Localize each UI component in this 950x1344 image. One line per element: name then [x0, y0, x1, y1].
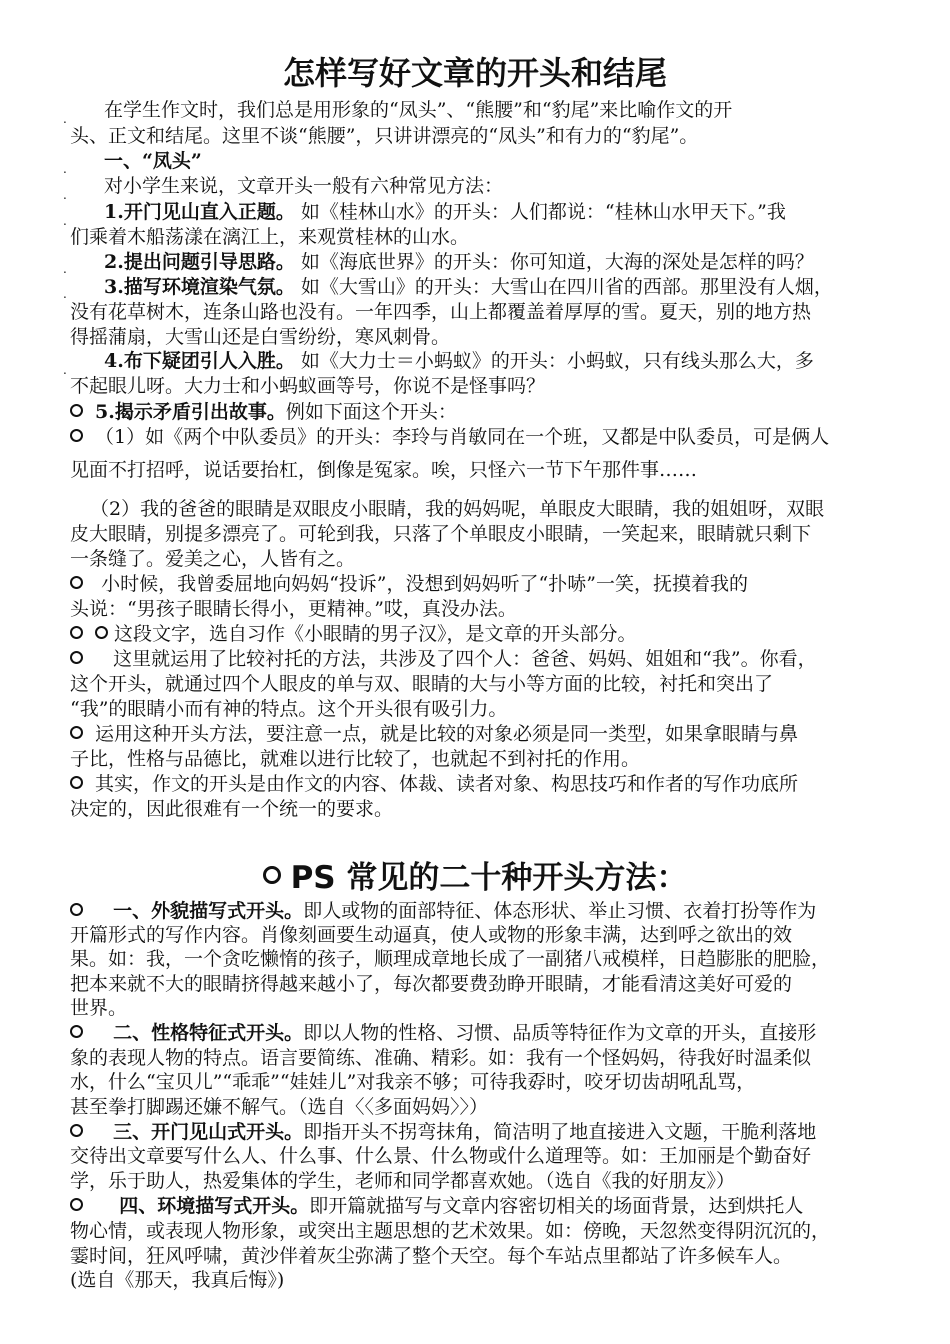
paragraph-line: 果。如：我，一个贪吃懒惰的孩子，顺理成章地长成了一副猪八戒模样，日趋膨胀的肥脸，	[70, 948, 831, 970]
paragraph-line: 3.描写环境渲染气氛。 如《大雪山》的开头：大雪山在四川省的西部。那里没有人烟，	[104, 276, 833, 298]
paragraph-line: 不起眼儿呀。大力士和小蚂蚁画等号，你说不是怪事吗？	[70, 375, 546, 397]
paragraph-line: 5.揭示矛盾引出故事。例如下面这个开头：	[70, 400, 457, 425]
paragraph-line: 世界。	[70, 997, 128, 1019]
paragraph-line: 一条缝了。爱美之心，人皆有之。	[70, 548, 356, 570]
paragraph-line: （2）我的爸爸的眼睛是双眼皮小眼睛，我的妈妈呢，单眼皮大眼睛，我的姐姐呀，双眼	[90, 498, 825, 520]
paragraph-line: 2.提出问题引导思路。 如《海底世界》的开头：你可知道，大海的深处是怎样的吗？	[104, 251, 814, 273]
method-title: 一、外貌描写式开头。	[113, 900, 304, 922]
circle-bullet-icon	[70, 1198, 83, 1211]
method-title: 4.布下疑团引人入胜。	[104, 350, 295, 372]
paragraph-line: 其实，作文的开头是由作文的内容、体裁、读者对象、构思技巧和作者的写作功底所	[70, 772, 798, 797]
circle-bullet-icon	[70, 651, 83, 664]
paragraph-line: 开篇形式的写作内容。肖像刻画要生动逼真，使人或物的形象丰满，达到呼之欲出的效	[70, 924, 793, 946]
paragraph-line: 没有花草树木，连条山路也没有。一年四季，山上都覆盖着厚厚的雪。夏天，别的地方热	[70, 301, 812, 323]
method-title: 三、开门见山式开头。	[113, 1121, 304, 1143]
paragraph-line: 皮大眼睛，别提多漂亮了。可轮到我，只落了个单眼皮小眼睛，一笑起来，眼睛就只剩下	[70, 523, 812, 545]
circle-bullet-icon	[70, 776, 83, 789]
circle-bullet-icon	[263, 866, 281, 884]
method-title: 四、环境描写式开头。	[119, 1195, 310, 1217]
paragraph-line: 甚至拳打脚踢还嫌不解气。（选自〈〈多面妈妈〉〉）	[70, 1096, 489, 1118]
circle-bullet-icon	[70, 726, 83, 739]
paragraph-line: 这里就运用了比较衬托的方法，共涉及了四个人：爸爸、妈妈、姐姐和“我”。你看，	[70, 647, 817, 672]
circle-bullet-icon	[70, 626, 83, 639]
paragraph-line: 4.布下疑团引人入胜。 如《大力士＝小蚂蚁》的开头：小蚂蚁，只有线头那么大，多	[104, 350, 814, 372]
paragraph-line: 学，乐于助人，热爱集体的学生，老师和同学都喜欢她。（选自《我的好朋友》）	[70, 1170, 736, 1192]
paragraph-line: 这段文字，选自习作《小眼睛的男子汉》，是文章的开头部分。	[70, 622, 637, 647]
document-title: 怎样写好文章的开头和结尾	[282, 54, 667, 92]
paragraph-line: 子比，性格与品德比，就难以进行比较了，也就起不到衬托的作用。	[70, 748, 641, 770]
paragraph-line: 在学生作文时，我们总是用形象的“凤头”、“熊腰”和“豹尾”来比喻作文的开	[104, 99, 733, 121]
paragraph-line: (选自《那天，我真后悔》)	[70, 1269, 285, 1291]
paragraph-line: 二、性格特征式开头。即以人物的性格、习惯、品质等特征作为文章的开头，直接形	[70, 1021, 816, 1046]
paragraph-line: 把本来就不大的眼睛挤得越来越小了，每次都要费劲睁开眼睛，才能看清这美好可爱的	[70, 973, 793, 995]
paragraph-line: 决定的，因此很难有一个统一的要求。	[70, 798, 394, 820]
paragraph-line: 四、环境描写式开头。即开篇就描写与文章内容密切相关的场面背景，达到烘托人	[70, 1194, 803, 1219]
paragraph-line: 们乘着木船荡漾在漓江上，来观赏桂林的山水。	[70, 226, 470, 248]
bullet-dot: .	[63, 363, 67, 377]
method-title: 1.开门见山直入正题。	[104, 201, 295, 223]
bullet-dot: .	[63, 214, 67, 228]
method-title: 5.揭示矛盾引出故事。	[95, 401, 286, 423]
paragraph-line: 得摇蒲扇，大雪山还是白雪纷纷，寒风刺骨。	[70, 326, 451, 348]
paragraph-line: 水，什么“宝贝儿”“乖乖”“娃娃儿”对我亲不够；可待我孬时，咬牙切齿胡吼乱骂，	[70, 1071, 756, 1093]
paragraph-line: 这个开头，就通过四个人眼皮的单与双、眼睛的大与小等方面的比较，衬托和突出了	[70, 673, 774, 695]
circle-bullet-icon	[70, 429, 83, 442]
paragraph-line: 见面不打招呼，说话要抬杠，倒像是冤家。唉，只怪六一节下午那件事……	[70, 459, 698, 481]
paragraph-line: 象的表现人物的特点。语言要简练、准确、精彩。如：我有一个怪妈妈，待我好时温柔似	[70, 1047, 812, 1069]
paragraph-line: “我”的眼睛小而有神的特点。这个开头很有吸引力。	[70, 698, 508, 720]
paragraph-line: 交待出文章要写什么人、什么事、什么景、什么物或什么道理等。如：王加丽是个勤奋好	[70, 1145, 812, 1167]
method-title: 2.提出问题引导思路。	[104, 251, 295, 273]
section-title: PS 常见的二十种开头方法：	[0, 852, 950, 897]
paragraph-line: 三、开门见山式开头。即指开头不拐弯抹角，简洁明了地直接进入文题，干脆利落地	[70, 1120, 816, 1145]
paragraph-line: 一、外貌描写式开头。即人或物的面部特征、体态形状、举止习惯、衣着打扮等作为	[70, 899, 816, 924]
section-heading: 一、“凤头”	[104, 150, 202, 172]
bullet-dot: .	[63, 112, 67, 126]
circle-bullet-icon	[95, 626, 108, 639]
paragraph-line: 小时候，我曾委屈地向妈妈“投诉”，没想到妈妈听了“扑哧”一笑，抚摸着我的	[70, 572, 748, 597]
circle-bullet-icon	[70, 404, 83, 417]
circle-bullet-icon	[70, 903, 83, 916]
circle-bullet-icon	[70, 1124, 83, 1137]
bullet-dot: .	[63, 188, 67, 202]
bullet-dot: .	[63, 262, 67, 276]
circle-bullet-icon	[70, 1025, 83, 1038]
method-title: 3.描写环境渲染气氛。	[104, 276, 295, 298]
paragraph-line: 运用这种开头方法，要注意一点，就是比较的对象必须是同一类型，如果拿眼睛与鼻	[70, 722, 798, 747]
paragraph-line: 头说：“男孩子眼睛长得小，更精神。”哎，真没办法。	[70, 598, 517, 620]
bullet-dot: .	[63, 287, 67, 301]
method-title: 二、性格特征式开头。	[113, 1022, 304, 1044]
paragraph-line: 对小学生来说，文章开头一般有六种常见方法：	[104, 175, 504, 197]
paragraph-line: 物心情，或表现人物形象，或突出主题思想的艺术效果。如：傍晚，天忽然变得阴沉沉的，	[70, 1220, 831, 1242]
paragraph-line: 1.开门见山直入正题。 如《桂林山水》的开头：人们都说：“桂林山水甲天下。”我	[104, 201, 786, 223]
circle-bullet-icon	[70, 576, 83, 589]
paragraph-line: 头、正文和结尾。这里不谈“熊腰”，只讲讲漂亮的“凤头”和有力的“豹尾”。	[70, 125, 699, 147]
paragraph-line: （1）如《两个中队委员》的开头：李玲与肖敏同在一个班，又都是中队委员，可是俩人	[70, 425, 829, 450]
paragraph-line: 霎时间，狂风呼啸，黄沙伴着灰尘弥满了整个天空。每个车站点里都站了许多候车人。	[70, 1245, 793, 1267]
bullet-dot: .	[63, 162, 67, 176]
